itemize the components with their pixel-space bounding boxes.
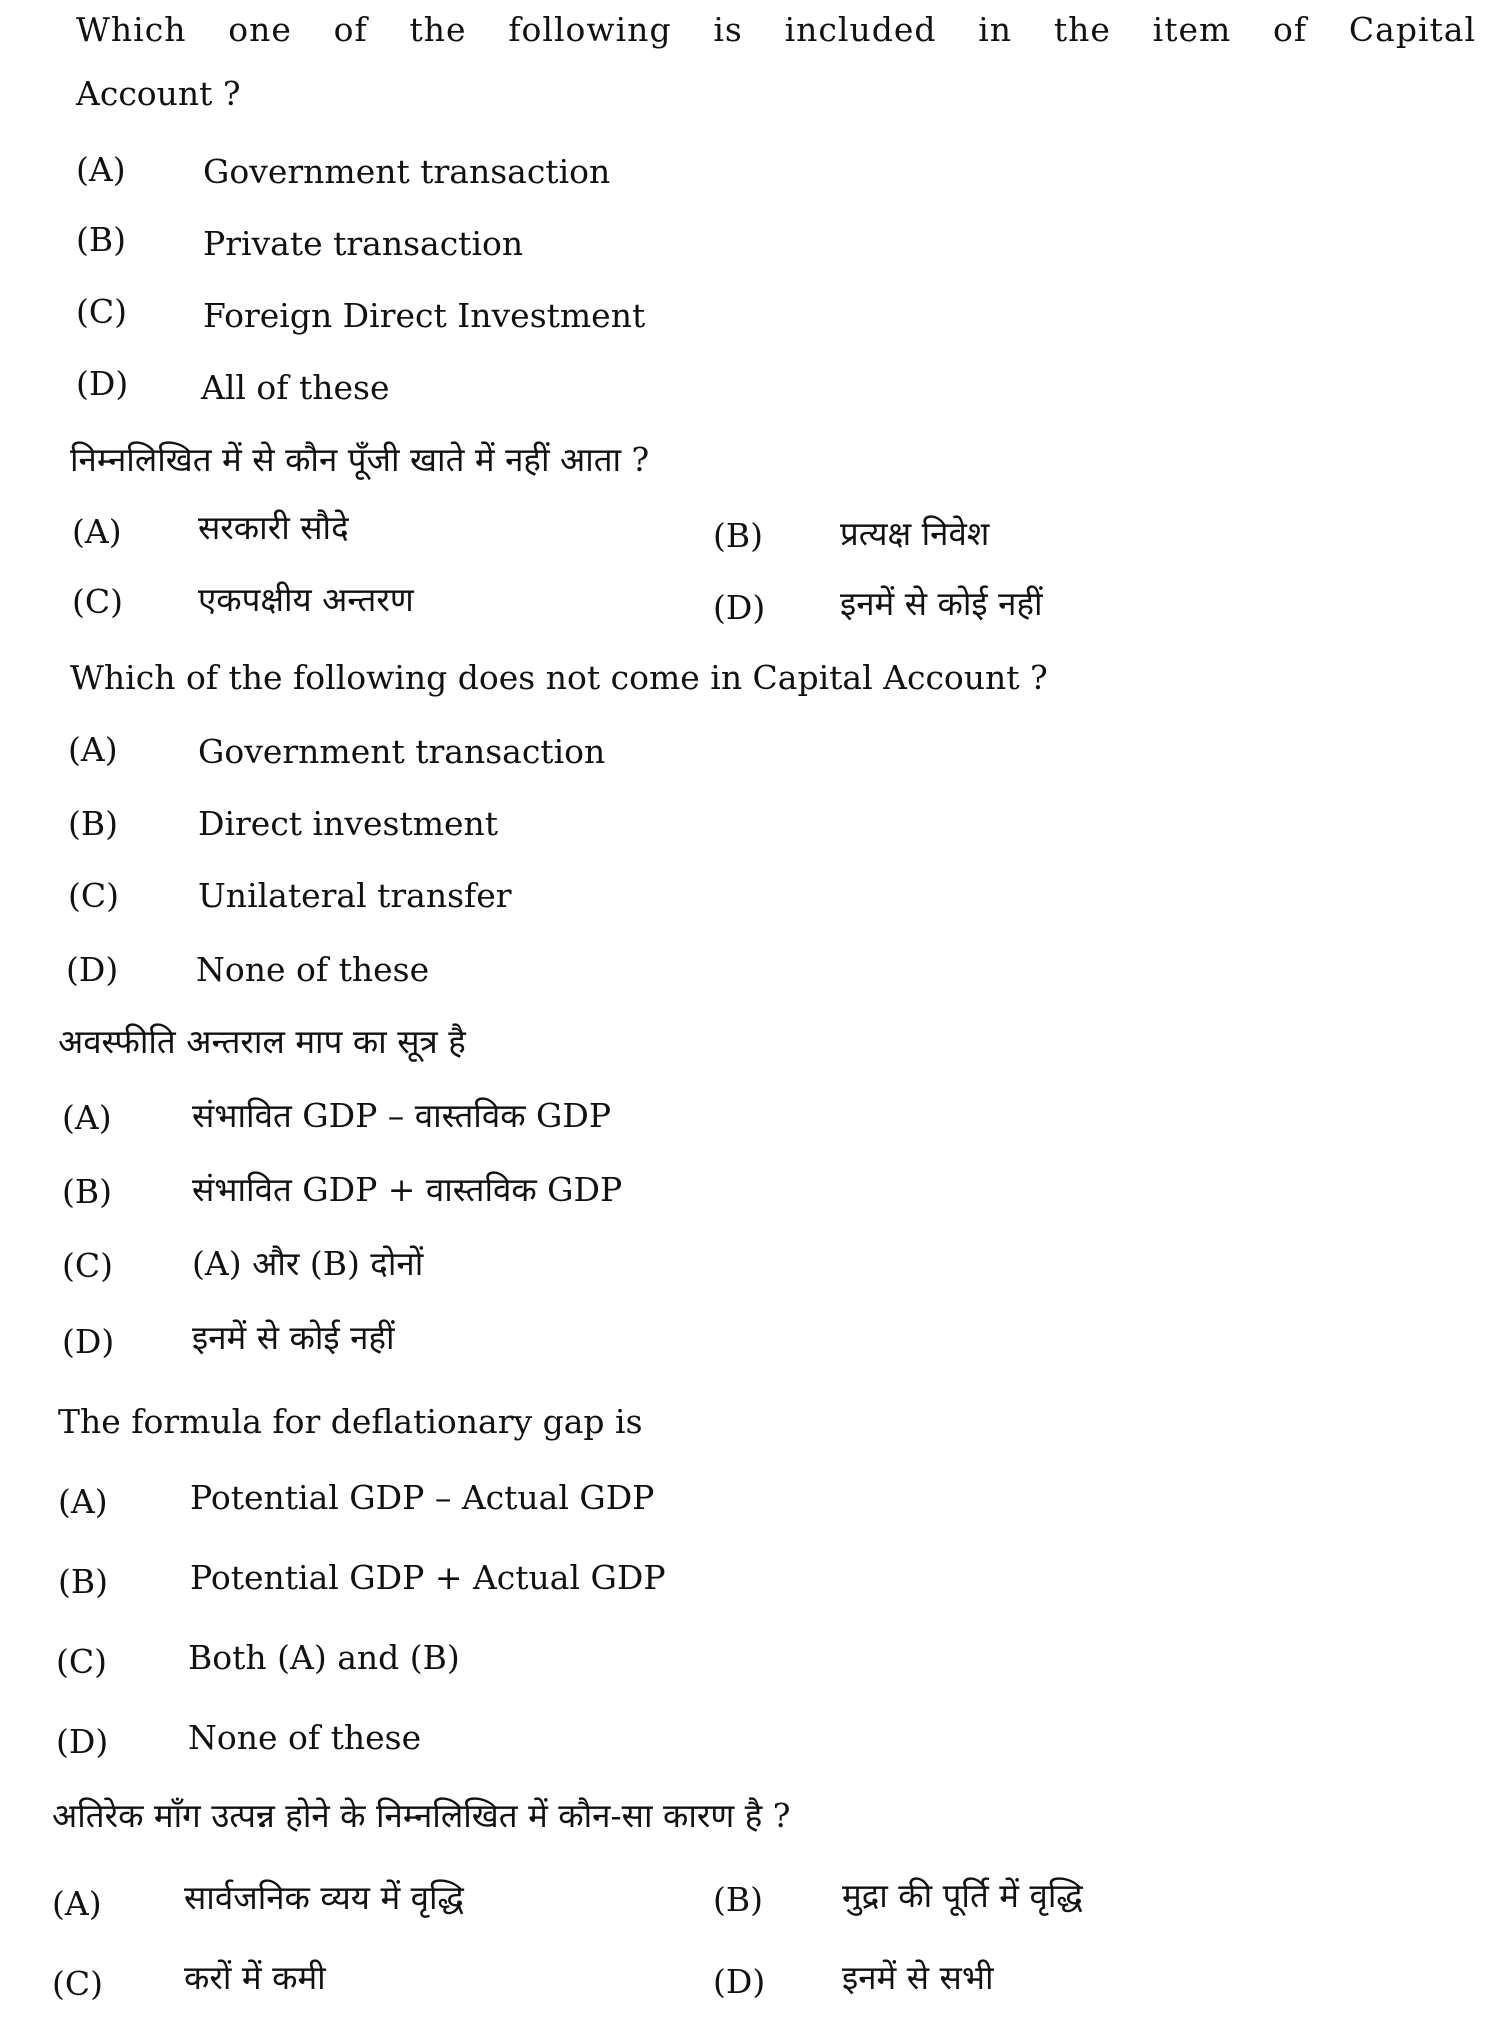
question-4-stem: अवस्फीति अन्तराल माप का सूत्र है (58, 1022, 466, 1061)
q5-option-c-text: Both (A) and (B) (188, 1638, 460, 1677)
q4-option-a-text: संभावित GDP – वास्तविक GDP (192, 1096, 612, 1135)
q1-option-c-text: Foreign Direct Investment (203, 296, 646, 335)
q6-option-a-text: सार्वजनिक व्यय में वृद्धि (184, 1878, 464, 1917)
q4-option-d-label: (D) (62, 1322, 115, 1361)
q4-option-a-label: (A) (62, 1098, 112, 1137)
q5-option-a-text: Potential GDP – Actual GDP (190, 1478, 655, 1517)
q1-option-a-label: (A) (76, 150, 126, 189)
q3-option-a-label: (A) (68, 730, 118, 769)
q6-option-c-text: करों में कमी (184, 1958, 326, 1997)
q4-option-c-text: (A) और (B) दोनों (192, 1244, 424, 1283)
q5-option-a-label: (A) (58, 1482, 108, 1521)
q5-option-b-label: (B) (58, 1562, 108, 1601)
q2-option-a-text: सरकारी सौदे (198, 508, 349, 547)
q5-option-c-label: (C) (56, 1642, 107, 1681)
q3-option-c-label: (C) (68, 876, 119, 915)
q4-option-b-text: संभावित GDP + वास्तविक GDP (192, 1170, 623, 1209)
q3-option-b-label: (B) (68, 804, 118, 843)
q1-option-b-text: Private transaction (203, 224, 524, 263)
q4-option-d-text: इनमें से कोई नहीं (192, 1318, 395, 1357)
q3-option-b-text: Direct investment (198, 804, 499, 843)
q5-option-b-text: Potential GDP + Actual GDP (190, 1558, 666, 1597)
q1-option-c-label: (C) (76, 292, 127, 331)
q3-option-c-text: Unilateral transfer (198, 876, 512, 915)
q6-option-a-label: (A) (52, 1884, 102, 1923)
q1-option-b-label: (B) (76, 220, 126, 259)
question-5-stem: The formula for deflationary gap is (58, 1402, 643, 1441)
q4-option-b-label: (B) (62, 1172, 112, 1211)
question-1-stem-line-2: Account ? (76, 74, 241, 113)
q1-option-d-label: (D) (76, 364, 129, 403)
q1-option-a-text: Government transaction (203, 152, 611, 191)
q2-option-c-text: एकपक्षीय अन्तरण (198, 580, 414, 619)
q2-option-d-label: (D) (713, 588, 766, 627)
q6-option-d-text: इनमें से सभी (842, 1958, 994, 1997)
q2-option-c-label: (C) (72, 582, 123, 621)
q6-option-b-label: (B) (713, 1880, 763, 1919)
q2-option-b-text: प्रत्यक्ष निवेश (840, 514, 990, 553)
q3-option-d-label: (D) (66, 950, 119, 989)
q3-option-d-text: None of these (196, 950, 430, 989)
q4-option-c-label: (C) (62, 1246, 113, 1285)
q3-option-a-text: Government transaction (198, 732, 606, 771)
q2-option-b-label: (B) (713, 516, 763, 555)
q5-option-d-label: (D) (56, 1722, 109, 1761)
question-3-stem: Which of the following does not come in Capital Account ? (70, 658, 1048, 697)
q2-option-d-text: इनमें से कोई नहीं (840, 584, 1043, 623)
q6-option-b-text: मुद्रा की पूर्ति में वृद्धि (842, 1876, 1083, 1915)
q2-option-a-label: (A) (72, 512, 122, 551)
q1-option-d-text: All of these (201, 368, 390, 407)
q5-option-d-text: None of these (188, 1718, 422, 1757)
q6-option-d-label: (D) (713, 1962, 766, 2001)
question-1-stem-line-1: Which one of the following is included in the item of Capital (76, 10, 1476, 49)
question-6-stem: अतिरेक माँग उत्पन्न होने के निम्नलिखित में कौन-सा कारण है ? (52, 1796, 791, 1835)
q6-option-c-label: (C) (52, 1964, 103, 2003)
question-2-stem: निम्नलिखित में से कौन पूँजी खाते में नहीं आता ? (70, 440, 650, 479)
